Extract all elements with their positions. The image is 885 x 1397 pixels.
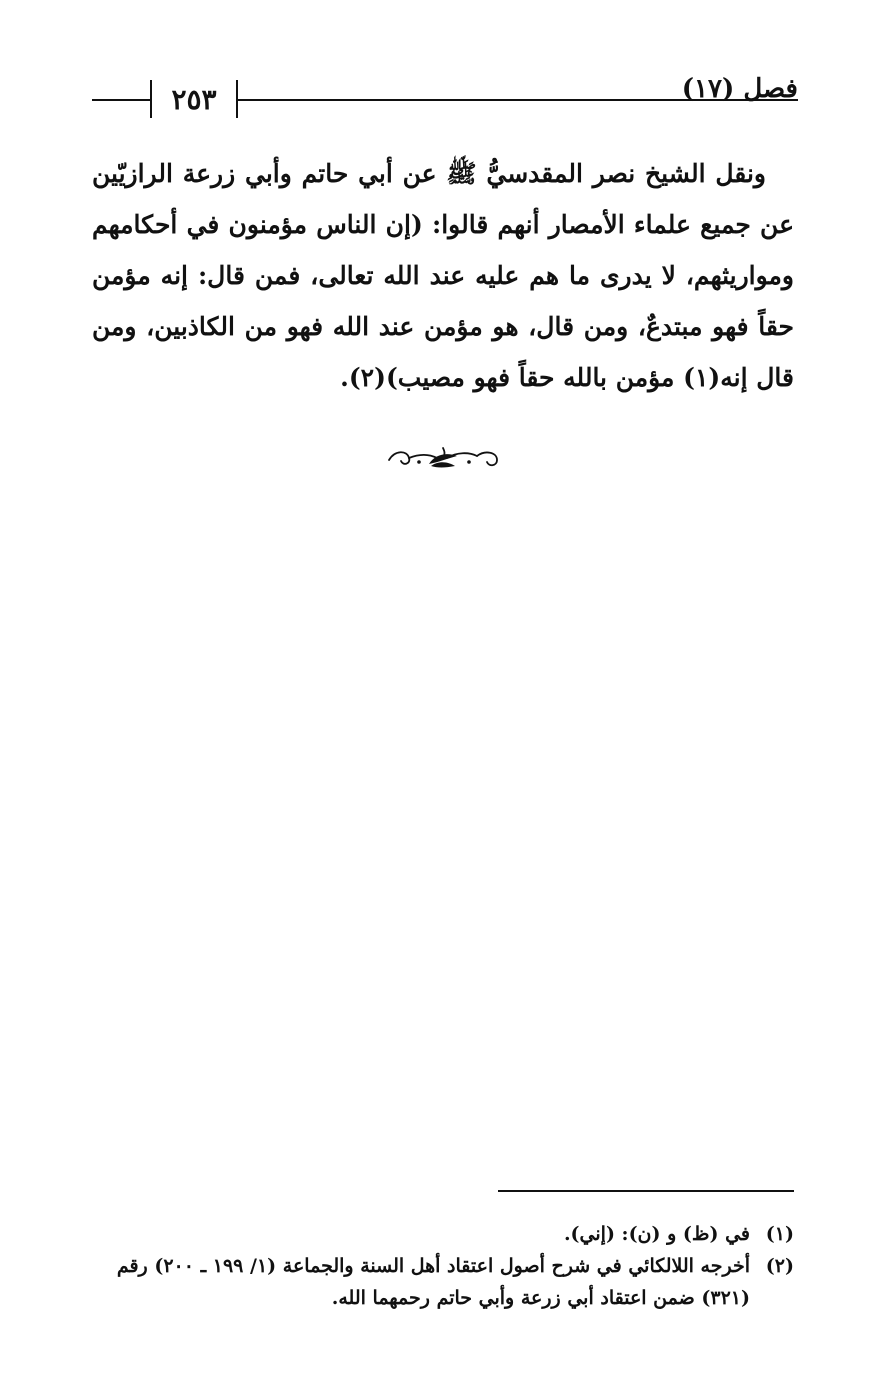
footnote-separator xyxy=(498,1190,794,1192)
footnote-number: (٢) xyxy=(765,1255,794,1277)
page-number-divider-right xyxy=(236,80,238,118)
footnotes xyxy=(86,1218,794,1314)
footnote xyxy=(86,1250,794,1314)
paragraph-line: عن جميع علماء الأمصار أنهم قالوا: (إن الناس مؤمنون في أحكامهم xyxy=(92,210,794,239)
paragraph-line: حقاً فهو مبتدعٌ، ومن قال، هو مؤمن عند الله فهو من الكاذبين، ومن xyxy=(92,312,794,341)
footnote-text: (٣٢١) ضمن اعتقاد أبي زرعة وأبي حاتم رحمهما الله. xyxy=(331,1287,750,1309)
page-number: ٢٥٣ xyxy=(171,83,217,116)
section-end-ornament xyxy=(385,442,501,474)
paragraph-line: ومواريثهم، لا يدرى ما هم عليه عند الله تعالى، فمن قال: إنه مؤمن xyxy=(92,261,794,290)
paragraph-line: قال إنه(١) مؤمن بالله حقاً فهو مصيب)(٢). xyxy=(340,363,794,392)
paragraph-line: ونقل الشيخ نصر المقدسيُّ ﷺ عن أبي حاتم وأبي زرعة الرازيّين xyxy=(92,159,766,188)
header-rule-short xyxy=(92,99,150,101)
footnote-number: (١) xyxy=(765,1223,794,1245)
footnote-text: أخرجه اللالكائي في شرح أصول اعتقاد أهل السنة والجماعة (١/ ١٩٩ ـ ٢٠٠) رقم xyxy=(116,1255,750,1277)
footnote xyxy=(86,1218,794,1250)
main-paragraph xyxy=(92,148,794,403)
header-rule xyxy=(238,99,798,101)
section-title: فصل (١٧) xyxy=(681,74,798,104)
footnote-text: في (ظ) و (ن): (إني). xyxy=(563,1223,750,1245)
